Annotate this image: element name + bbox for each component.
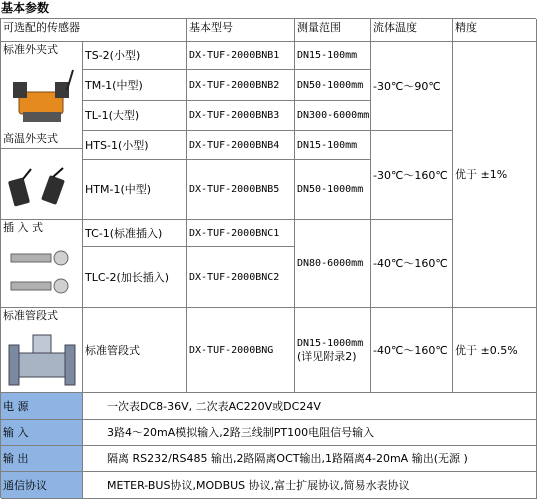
pipe-sensor-image: [7, 331, 79, 389]
pipe-range: [295, 308, 371, 393]
row-hts1-model: DX-TUF-2000BNB4: [187, 131, 295, 160]
page-title: 基本参数: [1, 1, 50, 15]
row-tl1-range: DN300-6000mm: [295, 101, 371, 131]
insertion-range: DN80-6000mm: [295, 220, 371, 308]
row-hts1-sensor: HTS-1(小型): [83, 131, 187, 160]
row-htm1-sensor: HTM-1(中型): [83, 160, 187, 220]
row-tc1-model: DX-TUF-2000BNC1: [187, 220, 295, 247]
spec-value-output: 隔离 RS232/RS485 输出,2路隔离OCT输出,1路隔离4-20mA 输出(无源 ): [83, 446, 537, 472]
group-label: 高温外夹式: [3, 132, 58, 145]
spec-label-power: 电 源: [1, 393, 83, 420]
row-ts2-sensor: TS-2(小型): [83, 42, 187, 70]
row-ts2-model: DX-TUF-2000BNB1: [187, 42, 295, 70]
row-pipe-sensor: 标准管段式: [83, 308, 187, 393]
row-tm1-range: DN50-1000mm: [295, 70, 371, 101]
header-accuracy: 精度: [453, 19, 537, 42]
accuracy-pipe: 优于 ±0.5%: [453, 308, 537, 393]
temp-standard: -30℃～90℃: [371, 42, 453, 131]
header-sensor: 可选配的传感器: [1, 19, 187, 42]
group-label: 标准管段式: [3, 309, 58, 322]
header-model: 基本型号: [187, 19, 295, 42]
spec-label-input: 输 入: [1, 420, 83, 446]
spec-label-protocol: 通信协议: [1, 472, 83, 499]
insertion-sensor-image: [5, 244, 79, 304]
row-tm1-sensor: TM-1(中型): [83, 70, 187, 101]
row-hts1-range: DN15-100mm: [295, 131, 371, 160]
spec-label-output: 输 出: [1, 446, 83, 472]
temp-insertion: -40℃～160℃: [371, 220, 453, 308]
accuracy-clamp: 优于 ±1%: [453, 42, 537, 308]
row-htm1-range: DN50-1000mm: [295, 160, 371, 220]
high-temp-sensor-image: [5, 167, 77, 217]
clamp-sensor-image: [9, 64, 75, 134]
header-range: 测量范围: [295, 19, 371, 42]
spec-value-protocol: METER-BUS协议,MODBUS 协议,富士扩展协议,简易水表协议: [83, 472, 537, 499]
row-tc1-sensor: TC-1(标准插入): [83, 220, 187, 247]
row-tlc2-model: DX-TUF-2000BNC2: [187, 247, 295, 308]
row-tl1-model: DX-TUF-2000BNB3: [187, 101, 295, 131]
group-label: 标准外夹式: [3, 43, 58, 56]
temp-pipe: -40℃～160℃: [371, 308, 453, 393]
row-ts2-range: DN15-100mm: [295, 42, 371, 70]
group-label: 插 入 式: [3, 221, 43, 234]
row-tl1-sensor: TL-1(大型): [83, 101, 187, 131]
pipe-range-line1: DN15-1000mm: [297, 338, 364, 349]
spec-value-power: 一次表DC8-36V, 二次表AC220V或DC24V: [83, 393, 537, 420]
row-pipe-model: DX-TUF-2000BNG: [187, 308, 295, 393]
spec-table: [0, 18, 536, 498]
row-htm1-model: DX-TUF-2000BNB5: [187, 160, 295, 220]
pipe-range-line2: (详见附录2): [297, 350, 357, 363]
header-temp: 流体温度: [371, 19, 453, 42]
row-tlc2-sensor: TLC-2(加长插入): [83, 247, 187, 308]
spec-value-input: 3路4～20mA模拟输入,2路三线制PT100电阻信号输入: [83, 420, 537, 446]
row-tm1-model: DX-TUF-2000BNB2: [187, 70, 295, 101]
temp-high: -30℃～160℃: [371, 131, 453, 220]
